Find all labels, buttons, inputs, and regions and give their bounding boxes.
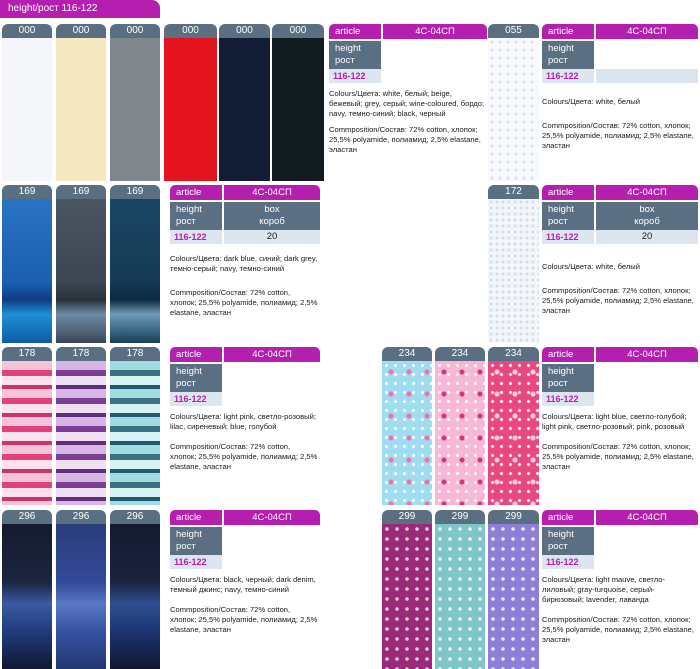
size-value: 116-122 [170, 392, 222, 406]
swatch-code: 055 [488, 24, 539, 38]
article-code: 4С-04СП [381, 24, 487, 39]
height-label: height рост [170, 202, 222, 230]
size-value: 116-122 [542, 392, 594, 406]
article-code: 4С-04СП [222, 185, 320, 200]
article-code: 4С-04СП [594, 24, 698, 39]
colours-text: Colours/Цвета: light pink, светло-розовый; lilac, сиреневый; blue, голубой [170, 412, 316, 431]
size-value: 116-122 [329, 69, 381, 83]
height-label: height рост [170, 527, 222, 555]
article-card-000 [329, 24, 487, 155]
article-card-055 [542, 24, 698, 151]
swatch-code: 172 [488, 185, 539, 199]
article-code: 4С-04СП [222, 347, 320, 362]
colours-text: Colours/Цвета: white, белый; beige, бежевый; grey, серый; wine-coloured, бордо; navy, темно-синий; black, черный [329, 89, 485, 118]
colours-text: Colours/Цвета: black, черный; dark denim, темный джинс; navy, темно-синий [170, 575, 316, 594]
colours-text: Colours/Цвета: light mauve, светло-лиловый; gray-turquoise, серый-бирюзовый; lavender, лаванда [542, 575, 665, 604]
size-value: 116-122 [542, 555, 594, 569]
composition-text: Commposition/Состав: 72% cotton, хлопок; 25,5% polyamide, полиамид; 2,5% elastane, эластан [329, 125, 481, 154]
box-qty: 20 [594, 230, 698, 244]
height-label: height рост [170, 364, 222, 392]
swatch-code: 000 [2, 24, 52, 38]
colours-text: Colours/Цвета: white, белый [542, 262, 640, 271]
height-label: height рост [542, 41, 594, 69]
swatch-234-light-pink [435, 347, 485, 505]
swatch-178-lilac [56, 347, 106, 505]
article-label: article [542, 24, 594, 39]
article-code: 4С-04СП [594, 185, 698, 200]
article-card-234 [542, 347, 698, 472]
composition-text: Commposition/Состав: 72% cotton, хлопок; 25,5% polyamide, полиамид; 2,5% elastane, эластан [170, 442, 318, 471]
size-value: 116-122 [170, 230, 222, 244]
swatch-296-dark-denim [56, 510, 106, 669]
composition-text: Commposition/Состав: 72% cotton, хлопок; 25,5% polyamide, полиамид; 2,5% elastane, эластан [542, 615, 694, 644]
swatch-code: 296 [56, 510, 106, 524]
swatch-code: 178 [56, 347, 106, 361]
article-card-299 [542, 510, 698, 645]
swatch-code: 169 [110, 185, 160, 199]
swatch-code: 296 [2, 510, 52, 524]
swatch-178-light-pink [2, 347, 52, 505]
swatch-code: 299 [488, 510, 539, 524]
swatch-code: 178 [110, 347, 160, 361]
swatch-code: 234 [488, 347, 539, 361]
swatch-000-white [2, 24, 52, 181]
height-label: height рост [542, 527, 594, 555]
swatch-299-lavender [488, 510, 539, 669]
composition-text: Commposition/Состав: 72% cotton, хлопок; 25,5% polyamide, полиамид; 2,5% elastane, эластан [170, 605, 318, 634]
swatch-code: 000 [164, 24, 217, 38]
height-label: height рост [542, 364, 594, 392]
article-label: article [542, 185, 594, 200]
swatch-code: 178 [2, 347, 52, 361]
size-value: 116-122 [542, 69, 594, 83]
swatch-234-light-blue [382, 347, 432, 505]
composition-text: Commposition/Состав: 72% cotton, хлопок; 25,5% polyamide, полиамид; 2,5% elastane, эластан [542, 286, 694, 315]
page-title-tab: height/рост 116-122 [0, 0, 160, 18]
swatch-296-navy [110, 510, 160, 669]
swatch-178-blue [110, 347, 160, 505]
colours-text: Colours/Цвета: white, белый [542, 97, 640, 106]
swatch-code: 169 [2, 185, 52, 199]
size-value: 116-122 [170, 555, 222, 569]
article-label: article [170, 347, 222, 362]
swatch-000-grey [110, 24, 160, 181]
swatch-055-white-lace [488, 24, 539, 181]
colours-text: Colours/Цвета: light blue, светло-голубой; light pink, светло-розовый; pink, розовый [542, 412, 687, 431]
article-label: article [170, 510, 222, 525]
swatch-172-white [488, 185, 539, 343]
colours-text: Colours/Цвета: dark blue, синий; dark grey, темно-серый; navy, темно-синий [170, 254, 318, 273]
swatch-code: 299 [435, 510, 485, 524]
article-label: article [542, 510, 594, 525]
box-label: box короб [594, 202, 698, 230]
article-label: article [542, 347, 594, 362]
swatch-code: 000 [219, 24, 270, 38]
height-label: height рост [542, 202, 594, 230]
swatch-code: 234 [382, 347, 432, 361]
swatch-code: 234 [435, 347, 485, 361]
article-code: 4С-04СП [594, 347, 698, 362]
article-card-296 [170, 510, 320, 635]
swatch-000-black [272, 24, 324, 181]
article-card-169 [170, 185, 320, 318]
composition-text: Commposition/Состав: 72% cotton, хлопок; 25,5% polyamide, полиамид; 2,5% elastane, эластан [170, 288, 318, 317]
swatch-code: 299 [382, 510, 432, 524]
swatch-code: 296 [110, 510, 160, 524]
article-label: article [329, 24, 381, 39]
article-label: article [170, 185, 222, 200]
box-qty: 20 [222, 230, 320, 244]
article-card-172 [542, 185, 698, 316]
article-card-178 [170, 347, 320, 472]
swatch-000-navy [219, 24, 270, 181]
swatch-234-pink [488, 347, 539, 505]
height-label: height рост [329, 41, 381, 69]
swatch-169-dark-blue [2, 185, 52, 343]
composition-text: Commposition/Состав: 72% cotton, хлопок; 25,5% polyamide, полиамид; 2,5% elastane, эластан [542, 121, 694, 150]
swatch-299-light-mauve [382, 510, 432, 669]
composition-text: Commposition/Состав: 72% cotton, хлопок; 25,5% polyamide, полиамид; 2,5% elastane, эластан [542, 442, 694, 471]
size-value: 116-122 [542, 230, 594, 244]
swatch-code: 000 [110, 24, 160, 38]
swatch-code: 000 [56, 24, 106, 38]
swatch-000-beige [56, 24, 106, 181]
swatch-296-black [2, 510, 52, 669]
article-code: 4С-04СП [222, 510, 320, 525]
swatch-code: 000 [272, 24, 324, 38]
swatch-169-navy [110, 185, 160, 343]
swatch-169-dark-grey [56, 185, 106, 343]
swatch-000-wine [164, 24, 217, 181]
article-code: 4С-04СП [594, 510, 698, 525]
swatch-code: 169 [56, 185, 106, 199]
box-label: box короб [222, 202, 320, 230]
swatch-299-gray-turquoise [435, 510, 485, 669]
